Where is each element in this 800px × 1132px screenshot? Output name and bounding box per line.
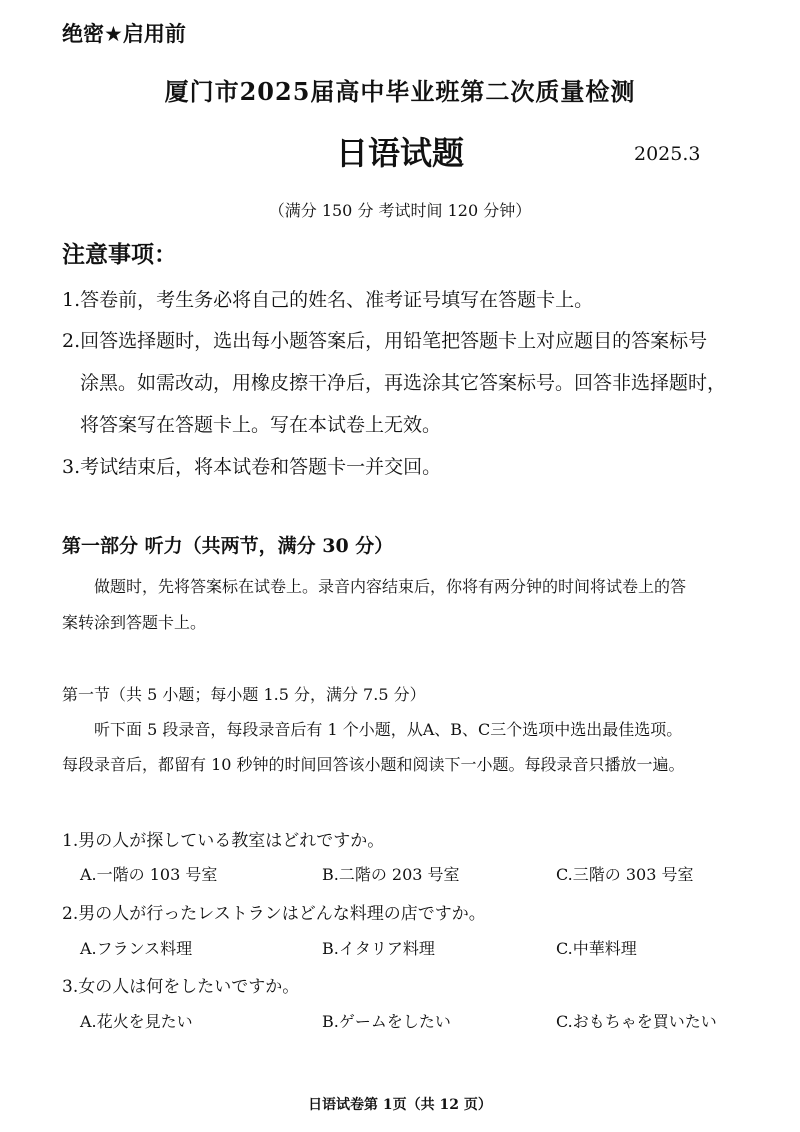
notice-line: 3.考试结束后，将本试卷和答题卡一并交回。 [62, 456, 442, 478]
part1-intro-line: 做题时，先将答案标在试卷上。录音内容结束后，你将有两分钟的时间将试卷上的答 [94, 577, 687, 596]
section1-heading: 第一节（共 5 小题；每小题 1.5 分，满分 7.5 分） [62, 685, 426, 704]
question-3: 3.女の人は何をしたいですか。 [62, 977, 300, 997]
section1-intro-line: 每段录音后，都留有 10 秒钟的时间回答该小题和阅读下一小题。每段录音只播放一遍。 [62, 755, 685, 774]
part1-intro-line: 案转涂到答题卡上。 [62, 613, 207, 632]
notice-line: 将答案写在答题卡上。写在本试卷上无效。 [80, 414, 442, 436]
option-c: C.中華料理 [556, 939, 637, 958]
option-c: C.おもちゃを買いたい [556, 1012, 717, 1031]
option-a: A.花火を見たい [80, 1012, 193, 1031]
option-a: A.フランス料理 [80, 939, 193, 958]
option-c: C.三階の 303 号室 [556, 865, 694, 884]
notice-line: 1.答卷前，考生务必将自己的姓名、准考证号填写在答题卡上。 [62, 289, 594, 311]
confidential-mark: 绝密★启用前 [62, 22, 186, 46]
option-b: B.二階の 203 号室 [322, 865, 460, 884]
option-a: A.一階の 103 号室 [80, 865, 218, 884]
part1-heading: 第一部分 听力（共两节，满分 30 分） [62, 535, 394, 557]
question-1: 1.男の人が探している教室はどれですか。 [62, 831, 385, 851]
exam-school-title: 厦门市2025届高中毕业班第二次质量检测 [164, 77, 636, 106]
option-b: B.イタリア料理 [322, 939, 435, 958]
option-b: B.ゲームをしたい [322, 1012, 451, 1031]
notice-line: 2.回答选择题时，选出每小题答案后，用铅笔把答题卡上对应题目的答案标号 [62, 330, 708, 352]
question-2: 2.男の人が行ったレストランはどんな料理の店ですか。 [62, 904, 486, 924]
notice-heading: 注意事项： [62, 242, 177, 268]
page-footer: 日语试卷第 1页（共 12 页） [308, 1097, 492, 1113]
exam-date: 2025.3 [634, 143, 701, 165]
notice-line: 涂黑。如需改动，用橡皮擦干净后，再选涂其它答案标号。回答非选择题时， [80, 372, 727, 394]
exam-title: 日语试题 [335, 134, 464, 172]
section1-intro-line: 听下面 5 段录音，每段录音后有 1 个小题，从A、B、C三个选项中选出最佳选项。 [94, 720, 683, 739]
score-info: （满分 150 分 考试时间 120 分钟） [268, 201, 532, 220]
